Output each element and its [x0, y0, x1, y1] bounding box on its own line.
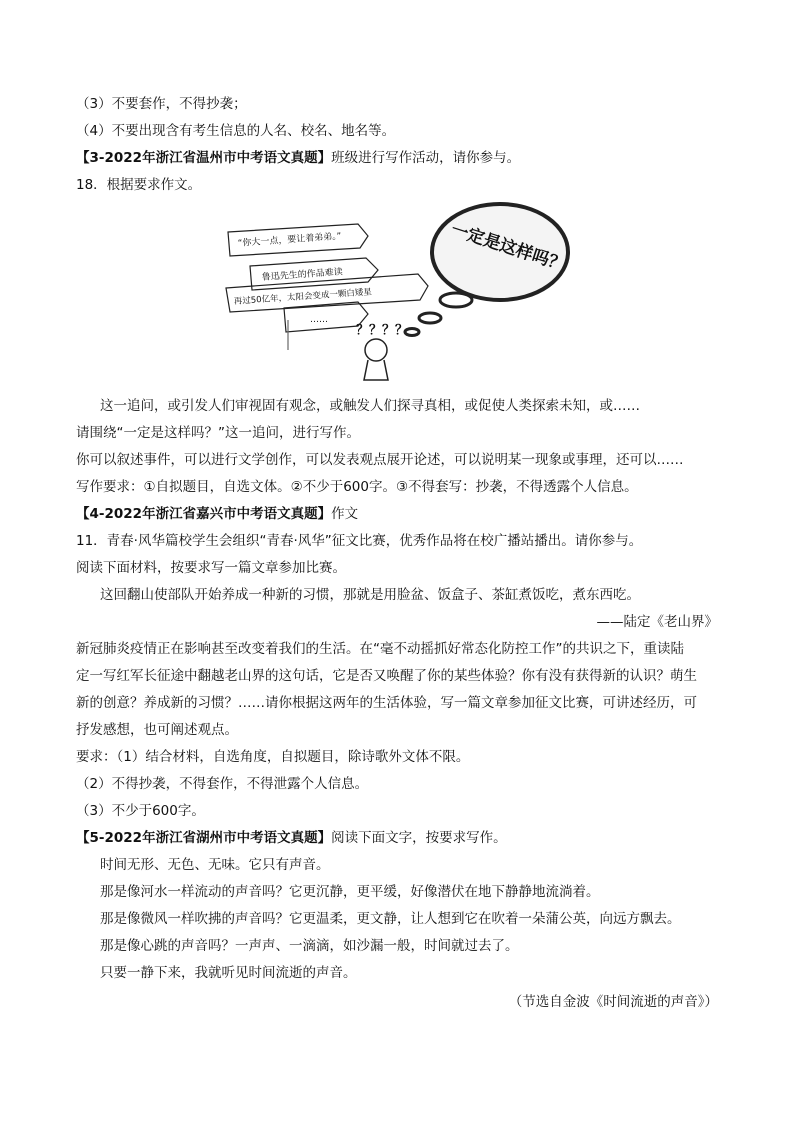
- text-line: 定一写红军长征途中翻越老山界的这句话，它是否又唤醒了你的某些体验？你有没有获得新的认识？萌生: [76, 668, 697, 684]
- question-11: 11．青春·风华篇校学生会组织“青春·风华”征文比赛，优秀作品将在校广播站播出。请你参与。: [76, 533, 643, 549]
- excerpt-source: （节选自金波《时间流逝的声音》）: [508, 994, 718, 1010]
- text-line: 写作要求：①自拟题目，自选文体。②不少于600字。③不得套写：抄袭，不得透露个人信息。: [76, 479, 638, 495]
- text-line: 要求：（1）结合材料，自选角度，自拟题目，除诗歌外文体不限。: [76, 749, 470, 765]
- text-line: 那是像心跳的声音吗？一声声、一滴滴，如沙漏一般，时间就过去了。: [100, 938, 519, 954]
- section-heading-5: [76, 828, 507, 848]
- text-line: 只要一静下来，我就听见时间流逝的声音。: [100, 965, 357, 981]
- question-18: 18．根据要求作文。: [76, 177, 202, 193]
- sign-text-2: 鲁迅先生的作品难读: [261, 267, 344, 283]
- text-line: 你可以叙述事件，可以进行文学创作，可以发表观点展开论述，可以说明某一现象或事理，还可以……: [76, 452, 684, 468]
- heading-label: 【3-2022年浙江省温州市中考语文真题】: [76, 150, 332, 166]
- bubble-text: 一定是这样吗？: [448, 219, 568, 276]
- sign-text-3: 再过50亿年，太阳会变成一颗白矮星: [233, 287, 373, 307]
- text-line: 新的创意？养成新的习惯？……请你根据这两年的生活体验，写一篇文章参加征文比赛，可讲述经历，可: [76, 695, 697, 711]
- heading-label: 【5-2022年浙江省湖州市中考语文真题】: [76, 830, 332, 846]
- child-body: [364, 360, 388, 380]
- text-line: 新冠肺炎疫情正在影响甚至改变着我们的生活。在“毫不动摇抓好常态化防控工作”的共识之下，重读陆: [76, 641, 684, 657]
- text-line: 时间无形、无色、无味。它只有声音。: [100, 857, 330, 873]
- section-heading-3: [76, 148, 520, 168]
- text-line: 阅读下面材料，按要求写一篇文章参加比赛。: [76, 560, 346, 576]
- illustration: [218, 200, 578, 385]
- text-line: 这一追问，或引发人们审视固有观念，或触发人们探寻真相，或促使人类探索未知，或……: [100, 398, 640, 414]
- child-head: [365, 339, 387, 361]
- sign-text-1: “你大一点，要让着弟弟。”: [237, 231, 342, 249]
- heading-text: 班级进行写作活动，请你参与。: [331, 150, 521, 166]
- section-heading-4: [76, 504, 358, 524]
- heading-label: 【4-2022年浙江省嘉兴市中考语文真题】: [76, 506, 332, 522]
- text-line: （4）不要出现含有考生信息的人名、校名、地名等。: [76, 123, 396, 139]
- text-line: 那是像河水一样流动的声音吗？它更沉静，更平缓，好像潜伏在地下静静地流淌着。: [100, 884, 600, 900]
- text-line: 这回翻山使部队开始养成一种新的习惯，那就是用脸盆、饭盒子、茶缸煮饭吃，煮东西吃。: [100, 587, 640, 603]
- text-line: 请围绕“一定是这样吗？”这一追问，进行写作。: [76, 425, 360, 441]
- sign-text-4: ……: [310, 315, 328, 325]
- heading-text: 作文: [331, 506, 359, 522]
- quote-source: ——陆定《老山界》: [596, 614, 718, 630]
- text-line: （2）不得抄袭，不得套作，不得泄露个人信息。: [76, 776, 369, 792]
- text-line: （3）不要套作，不得抄袭；: [76, 96, 247, 112]
- text-line: 那是像微风一样吹拂的声音吗？它更温柔，更文静，让人想到它在吹着一朵蒲公英，向远方飘去。: [100, 911, 681, 927]
- thought-dot: [440, 293, 472, 307]
- heading-text: 阅读下面文字，按要求写作。: [331, 830, 507, 846]
- text-line: （3）不少于600字。: [76, 803, 205, 819]
- thought-dot: [419, 313, 441, 323]
- question-marks: ？？？？: [356, 323, 409, 338]
- text-line: 抒发感想，也可阐述观点。: [76, 722, 238, 738]
